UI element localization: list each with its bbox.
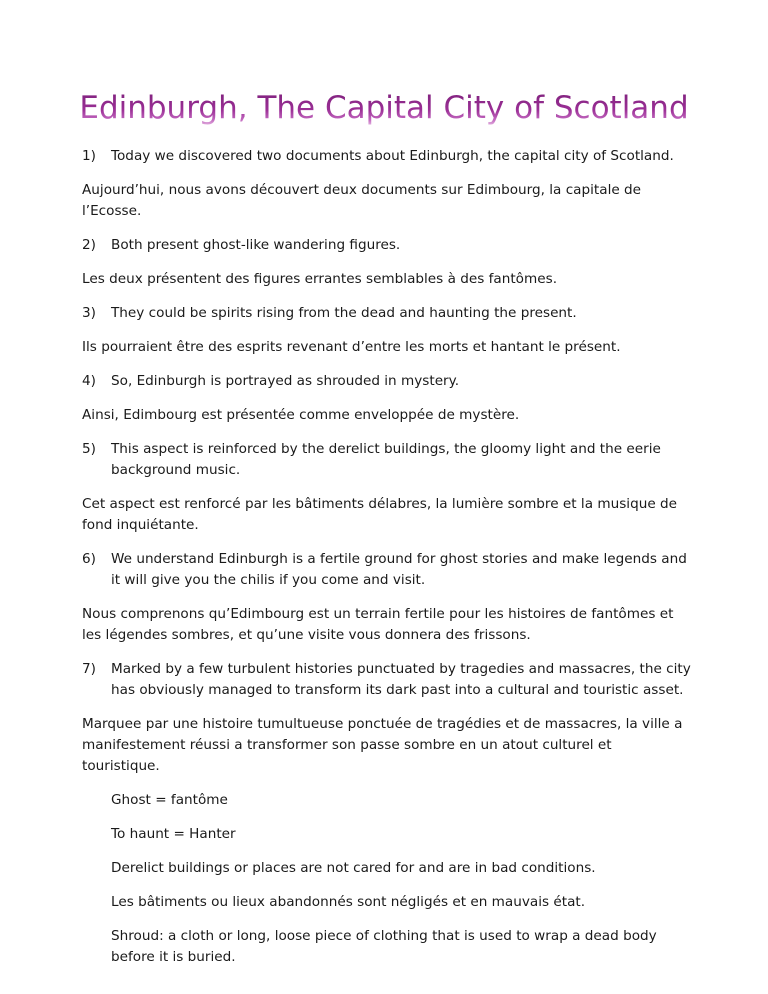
numbered-item — [82, 659, 692, 701]
french-translation: Aujourd’hui, nous avons découvert deux documents sur Edimbourg, la capitale de l’Ecosse. — [82, 182, 642, 219]
item-number: 5) — [82, 441, 96, 457]
document-body — [82, 146, 692, 981]
english-sentence: Today we discovered two documents about Edinburgh, the capital city of Scotland. — [111, 148, 674, 164]
item-number: 7) — [82, 661, 96, 677]
item-number: 2) — [82, 237, 96, 253]
item-number: 4) — [82, 373, 96, 389]
french-translation: Ils pourraient être des esprits revenant d’entre les morts et hantant le présent. — [82, 339, 621, 355]
item-number: 6) — [82, 551, 96, 567]
item-number: 3) — [82, 305, 96, 321]
entries-list — [82, 146, 692, 777]
english-sentence: So, Edinburgh is portrayed as shrouded in mystery. — [111, 373, 460, 389]
glossary-entry: Ghost = fantôme — [111, 792, 228, 808]
english-sentence: Marked by a few turbulent histories punctuated by tragedies and massacres, the city has obviously managed to transform its dark past into a cultural and touristic asset. — [111, 661, 691, 698]
glossary-entry: Derelict buildings or places are not cared for and are in bad conditions. — [111, 860, 596, 876]
numbered-item — [82, 303, 692, 324]
french-translation: Marquee par une histoire tumultueuse ponctuée de tragédies et de massacres, la ville a manifestement réussi a transformer son passe sombre en un atout culturel et touristique. — [82, 716, 683, 774]
numbered-item — [82, 371, 692, 392]
numbered-item — [82, 235, 692, 256]
glossary — [82, 790, 692, 968]
numbered-item — [82, 146, 692, 167]
french-translation: Cet aspect est renforcé par les bâtiments délabres, la lumière sombre et la musique de fond inquiétante. — [82, 496, 677, 533]
french-translation: Nous comprenons qu’Edimbourg est un terrain fertile pour les histoires de fantômes et les légendes sombres, et qu’une visite vous donnera des frissons. — [82, 606, 674, 643]
document-title: Edinburgh, The Capital City of Scotland — [0, 88, 768, 128]
english-sentence: Both present ghost-like wandering figures. — [111, 237, 401, 253]
french-translation: Ainsi, Edimbourg est présentée comme enveloppée de mystère. — [82, 407, 520, 423]
glossary-entry: Shroud: a cloth or long, loose piece of clothing that is used to wrap a dead body before it is buried. — [111, 928, 657, 965]
english-sentence: We understand Edinburgh is a fertile ground for ghost stories and make legends and it will give you the chilis if you come and visit. — [111, 551, 687, 588]
english-sentence: This aspect is reinforced by the derelict buildings, the gloomy light and the eerie background music. — [111, 441, 661, 478]
french-translation: Les deux présentent des figures errantes semblables à des fantômes. — [82, 271, 558, 287]
english-sentence: They could be spirits rising from the dead and haunting the present. — [111, 305, 577, 321]
glossary-entry: Les bâtiments ou lieux abandonnés sont négligés et en mauvais état. — [111, 894, 586, 910]
item-number: 1) — [82, 148, 96, 164]
numbered-item — [82, 439, 692, 481]
glossary-entry: To haunt = Hanter — [111, 826, 236, 842]
numbered-item — [82, 549, 692, 591]
